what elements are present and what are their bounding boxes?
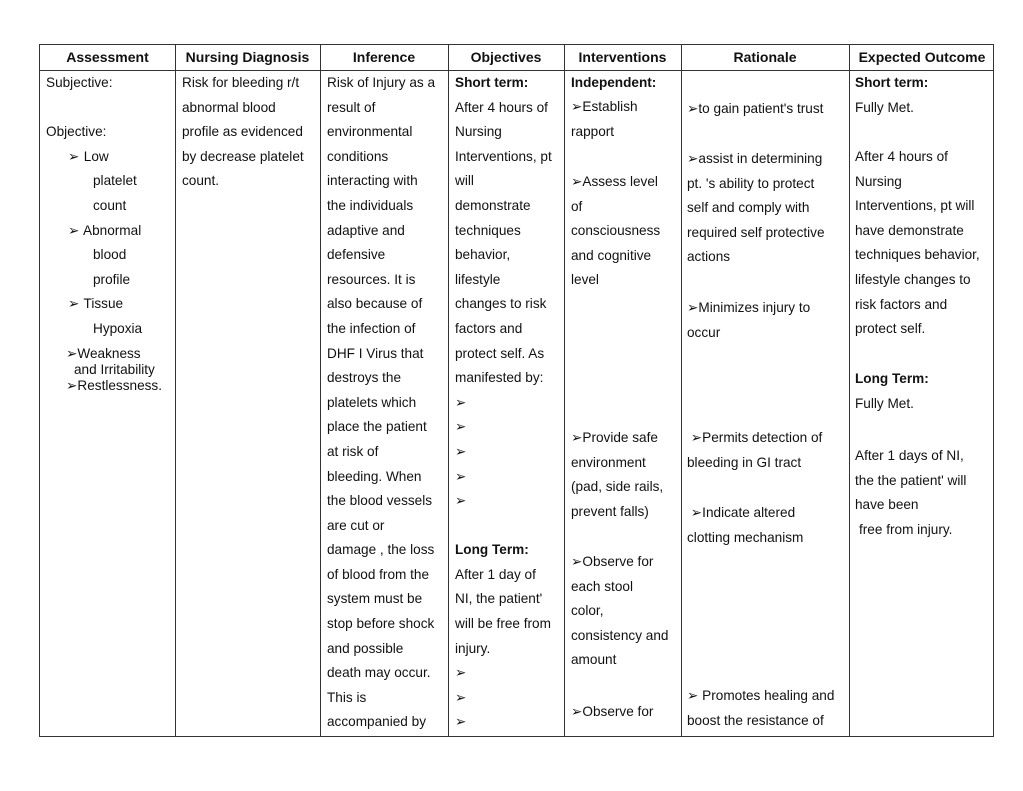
header-nursing-diagnosis: Nursing Diagnosis (185, 49, 310, 65)
assessment-item-text: profile (93, 271, 131, 287)
arrow-bullet-icon: ➢ (571, 704, 583, 719)
assessment-item: ➢ Abnormal (46, 219, 174, 244)
arrow-bullet-icon: ➢ (571, 99, 583, 114)
intervention-item: ➢Observe for each stool color, consistency and amount (571, 554, 669, 668)
arrow-bullet-icon: ➢ (66, 345, 78, 361)
arrow-bullet-icon: ➢ (455, 714, 467, 730)
arrow-bullet-icon: ➢ (66, 377, 78, 393)
header-interventions: Interventions (578, 49, 667, 65)
rationale-item: ➢Indicate altered clotting mechanism (687, 505, 804, 545)
outcome-short-met: Fully Met. (855, 99, 914, 115)
rationale-cell (687, 71, 847, 731)
short-term-label: Short term: (455, 75, 529, 90)
assessment-extra: ➢Weakness and Irritability ➢Restlessness. (66, 345, 163, 393)
objective-label: Objective: (46, 124, 107, 140)
column-divider (448, 45, 449, 736)
arrow-bullet-icon: ➢ (455, 665, 467, 681)
assessment-item-text: count (93, 197, 127, 213)
arrow-bullet-icon: ➢ (571, 174, 583, 189)
arrow-bullet-icon: ➢ (455, 689, 467, 705)
arrow-bullet-icon: ➢ (68, 148, 80, 164)
rationale-item: ➢Minimizes injury to occur (687, 300, 811, 340)
header-assessment: Assessment (66, 49, 149, 65)
intervention-item: ➢Observe for (571, 704, 654, 719)
outcome-long-met: Fully Met. (855, 395, 914, 411)
long-term-label: Long Term: (455, 542, 529, 558)
outcome-long-lines: After 1 days of NI, the the patient' will have been free from injury. (855, 448, 967, 537)
arrow-bullet-icon: ➢ (690, 430, 703, 445)
intervention-item: ➢Establish rapport (571, 99, 638, 139)
outcome-short-text: After 4 hours of Nursing Interventions, pt will have demonstrate techniques behavior, lifestyle changes to risk factors and protect self. (855, 149, 980, 337)
header-objectives: Objectives (470, 49, 542, 65)
arrow-bullet-icon: ➢ (571, 554, 583, 569)
header-inference: Inference (352, 49, 416, 65)
assessment-item-text: Hypoxia (93, 320, 143, 336)
arrow-bullet-icon: ➢ (687, 688, 699, 703)
intervention-item: ➢Assess level of consciousness and cognitive level (571, 174, 661, 288)
arrow-bullet-icon: ➢ (455, 419, 467, 435)
rationale-item: ➢assist in determining pt. 's ability to protect self and comply with required self protective actions (687, 151, 825, 265)
intervention-item: ➢Provide safe environment (pad, side rails, prevent falls) (571, 430, 664, 519)
assessment-item: ➢ Low (46, 145, 174, 170)
interventions-cell (571, 71, 681, 731)
outcome-long-term-label: Long Term: (855, 371, 929, 386)
arrow-bullet-icon: ➢ (455, 443, 467, 459)
assessment-item-text: blood (93, 247, 127, 263)
header-expected-outcome: Expected Outcome (858, 49, 986, 65)
column-divider (681, 45, 682, 736)
arrow-bullet-icon: ➢ (690, 505, 703, 520)
assessment-item: ➢ Tissue (46, 292, 174, 317)
header-rationale: Rationale (733, 49, 797, 65)
care-plan-table (39, 44, 994, 737)
inference-cell: Risk of Injury as a result of environmental conditions interacting with the individuals adaptive and defensive resources. It is also because of the infection of DHF I Virus that destroys the platelets which place the patient at risk of bleeding. When the blood vessels are cut or damage , the loss of blood from the system must be stop before shock and possible death may occur. This is accompanied by (327, 75, 436, 730)
outcome-long-text (855, 367, 929, 416)
arrow-bullet-icon: ➢ (455, 493, 467, 509)
arrow-bullet-icon: ➢ (687, 101, 699, 116)
objectives-cell: Short term: After 4 hours of Nursing Interventions, pt will demonstrate techniques behavior, lifestyle changes to risk factors and protect self. As manifested by: ➢ ➢ ➢ ➢ ➢ Long Term: After 1 day of NI, the patient' will be free from injury. ➢ ➢ ➢ (455, 71, 563, 735)
arrow-bullet-icon: ➢ (687, 300, 699, 315)
column-divider (320, 45, 321, 736)
column-divider (175, 45, 176, 736)
independent-label: Independent: (571, 75, 657, 90)
rationale-item: ➢Permits detection of bleeding in GI tract (687, 430, 823, 470)
arrow-bullet-icon: ➢ (455, 468, 467, 484)
assessment-item-text: platelet (93, 173, 137, 189)
assessment-cell (46, 71, 174, 394)
outcome-cell (855, 71, 993, 731)
diagnosis-cell: Risk for bleeding r/t abnormal blood profile as evidenced by decrease platelet count. (182, 75, 304, 189)
rationale-item: ➢ Promotes healing and boost the resistance of (687, 688, 835, 728)
subjective-label: Subjective: (46, 75, 113, 90)
column-divider (564, 45, 565, 736)
column-divider (849, 45, 850, 736)
arrow-bullet-icon: ➢ (68, 296, 80, 312)
arrow-bullet-icon: ➢ (571, 430, 583, 445)
arrow-bullet-icon: ➢ (68, 222, 80, 238)
rationale-item: ➢to gain patient's trust (687, 101, 824, 116)
outcome-short-term-label: Short term: (855, 75, 929, 90)
arrow-bullet-icon: ➢ (455, 394, 467, 410)
arrow-bullet-icon: ➢ (687, 151, 699, 166)
